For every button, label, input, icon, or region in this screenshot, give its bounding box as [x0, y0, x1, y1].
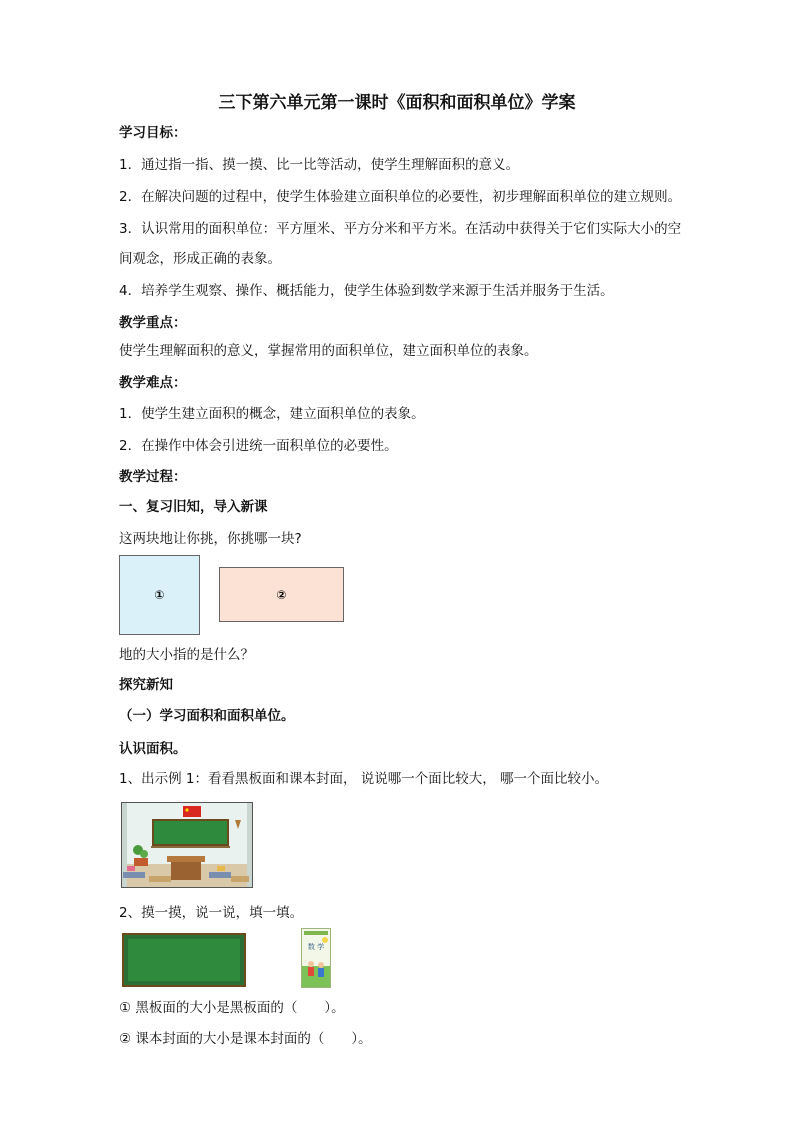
fill-blank: ② 课本封面的大小是课本封面的（ ）。 [119, 1031, 372, 1047]
china-flag-icon [183, 806, 201, 817]
fill-blank: ① 黑板面的大小是黑板面的（ ）。 [119, 1000, 345, 1016]
land-label: ② [276, 587, 287, 602]
objective-item: 间观念，形成正确的表象。 [119, 251, 281, 267]
process-heading: 教学过程： [119, 469, 187, 485]
classroom-illustration [121, 802, 253, 888]
objective-item: 4．培养学生观察、操作、概括能力，使学生体验到数学来源于生活并服务于生活。 [119, 283, 614, 299]
blackboard-surface [128, 939, 240, 981]
difficulty-item: 1．使学生建立面积的概念，建立面积单位的表象。 [119, 406, 425, 422]
blackboard-image [122, 933, 246, 987]
land-rectangle [219, 567, 344, 622]
know-area-heading: 认识面积。 [119, 741, 187, 757]
explore-heading: 探究新知 [119, 677, 173, 693]
page-title: 三下第六单元第一课时《面积和面积单位》学案 [218, 93, 576, 113]
key-points-text: 使学生理解面积的意义，掌握常用的面积单位，建立面积单位的表象。 [119, 343, 538, 359]
example-text: 1、出示例 1：看看黑板面和课本封面， 说说哪一个面比较大， 哪一个面比较小。 [119, 771, 609, 787]
step-text: 2、摸一摸，说一说，填一填。 [119, 905, 304, 921]
objective-item: 3．认识常用的面积单位：平方厘米、平方分米和平方米。在活动中获得关于它们实际大小的空 [119, 221, 682, 237]
textbook-title: 数 学 [307, 943, 325, 951]
key-points-heading: 教学重点： [119, 315, 187, 331]
question-text: 地的大小指的是什么？ [119, 647, 254, 663]
subsection-heading: （一）学习面积和面积单位。 [119, 708, 295, 724]
objective-item: 1．通过指一指、摸一摸、比一比等活动，使学生理解面积的意义。 [119, 157, 520, 173]
land-label: ① [154, 588, 165, 602]
difficulty-item: 2．在操作中体会引进统一面积单位的必要性。 [119, 438, 398, 454]
objectives-heading: 学习目标： [119, 125, 187, 141]
difficulties-heading: 教学难点： [119, 375, 187, 391]
question-text: 这两块地让你挑，你挑哪一块? [119, 531, 302, 547]
section-heading: 一、复习旧知，导入新课 [119, 499, 268, 515]
objective-item: 2．在解决问题的过程中，使学生体验建立面积单位的必要性，初步理解面积单位的建立规则。 [119, 189, 682, 205]
textbook-cover-image [301, 928, 331, 988]
land-square [119, 555, 200, 635]
